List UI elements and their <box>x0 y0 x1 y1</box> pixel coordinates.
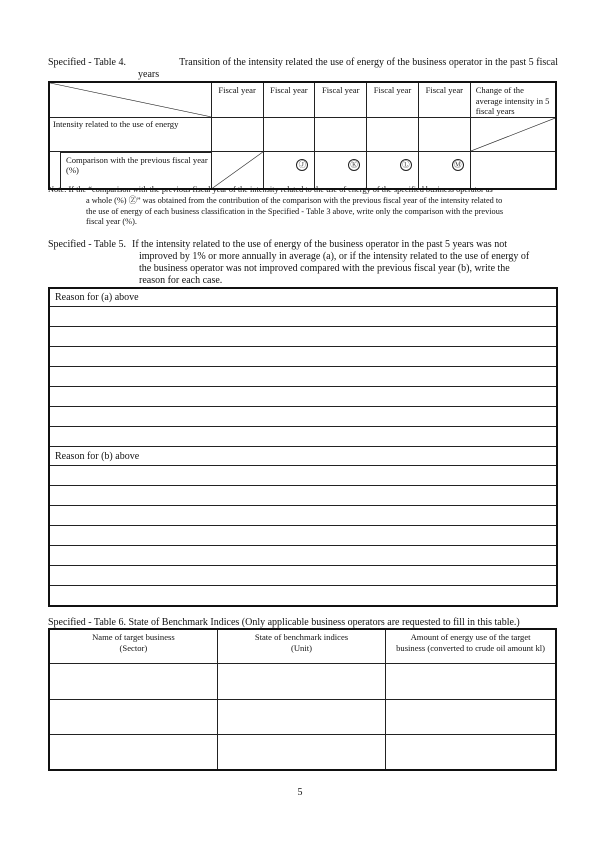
reason-a-line[interactable] <box>50 387 556 407</box>
benchmark-header-sector-line1: Name of target business <box>92 632 175 642</box>
page-number: 5 <box>297 787 303 798</box>
table4 <box>48 81 557 190</box>
benchmark-header-sector <box>49 629 217 663</box>
benchmark-header-state-line1: State of benchmark indices <box>254 632 349 642</box>
intensity-cell-4[interactable] <box>367 117 419 151</box>
comparison-cell-5[interactable] <box>418 151 470 189</box>
comparison-cell-2[interactable] <box>263 151 315 189</box>
benchmark-cell[interactable] <box>386 699 556 734</box>
reason-b-line[interactable] <box>50 526 556 546</box>
benchmark-cell[interactable] <box>49 663 217 699</box>
intensity-cell-3[interactable] <box>315 117 367 151</box>
table5-title-line2: improved by 1% or more annually in average (a), or if the intensity related to the use of energy of <box>139 251 530 262</box>
reason-a-label: Reason for (a) above <box>50 289 556 307</box>
reason-b-line[interactable] <box>50 586 556 604</box>
comparison-cell-4[interactable] <box>367 151 419 189</box>
reason-a-line[interactable] <box>50 367 556 387</box>
comparison-row-label-cell <box>49 151 211 189</box>
table5-title <box>48 239 558 287</box>
reason-a-line[interactable] <box>50 407 556 427</box>
reason-a-line[interactable] <box>50 427 556 447</box>
table6-title: Specified - Table 6. State of Benchmark Indices (Only applicable business operators are requested to fill in this table.) <box>48 617 520 628</box>
reason-b-line[interactable] <box>50 486 556 506</box>
table4-note-line1: Note: If the “comparison with the previous fiscal year of the intensity related to the use of energy of the specified business operator as <box>48 185 493 194</box>
marker-l-icon: Ⓛ <box>400 159 412 171</box>
table5-box <box>48 287 558 607</box>
table4-title <box>48 57 558 81</box>
table4-note-line2: a whole (%) Ⓩ” was obtained from the contribution of the comparison with the previous fiscal year of the intensity related to <box>86 195 503 205</box>
table5-title-line3: the business operator was not improved compared with the previous fiscal year (b), write the <box>139 263 510 274</box>
comparison-cell-3[interactable] <box>315 151 367 189</box>
reason-b-line[interactable] <box>50 546 556 566</box>
benchmark-cell[interactable] <box>49 699 217 734</box>
fiscal-year-header-4: Fiscal year <box>367 82 419 117</box>
reason-b-label: Reason for (b) above <box>50 447 556 466</box>
benchmark-cell[interactable] <box>386 734 556 770</box>
benchmark-cell[interactable] <box>386 663 556 699</box>
benchmark-header-state-line2: (Unit) <box>290 642 312 653</box>
fiscal-year-header-5: Fiscal year <box>418 82 470 117</box>
change-average-cell <box>470 117 556 151</box>
comparison-cell-1 <box>211 151 263 189</box>
comparison-row-label: Comparison with the previous fiscal year (%) <box>60 152 212 190</box>
intensity-row-label: Intensity related to the use of energy <box>49 117 211 151</box>
table4-note <box>48 185 558 228</box>
marker-m-icon: Ⓜ <box>452 159 464 171</box>
benchmark-header-sector-line2: (Sector) <box>119 642 148 653</box>
fiscal-year-header-3: Fiscal year <box>315 82 367 117</box>
reason-b-line[interactable] <box>50 466 556 486</box>
change-average-header: Change of the average intensity in 5 fiscal years <box>470 82 556 117</box>
marker-j-icon: Ⓙ <box>296 159 308 171</box>
table5-title-line4: reason for each case. <box>139 275 223 286</box>
benchmark-cell[interactable] <box>49 734 217 770</box>
table4-title-line2: years <box>138 69 160 80</box>
benchmark-header-amount <box>386 629 556 663</box>
table4-note-line4: fiscal year (%). <box>86 217 137 227</box>
fiscal-year-header-2: Fiscal year <box>263 82 315 117</box>
benchmark-header-amount-line1: Amount of energy use of the target <box>410 632 531 642</box>
benchmark-cell[interactable] <box>217 699 385 734</box>
table5-title-prefix: Specified - Table 5. <box>48 239 126 250</box>
benchmark-cell[interactable] <box>217 663 385 699</box>
table5-title-line1: If the intensity related to the use of energy of the business operator in the past 5 years was not <box>131 239 507 250</box>
intensity-cell-1[interactable] <box>211 117 263 151</box>
reason-a-line[interactable] <box>50 347 556 367</box>
table4-note-line3: the use of energy of each business classification in the Specified - Table 3 above, write only the comparison with the previous <box>86 206 504 216</box>
reason-a-line[interactable] <box>50 307 556 327</box>
table4-title-line1: Transition of the intensity related the use of energy of the business operator in the past 5 fiscal <box>179 57 558 68</box>
intensity-cell-2[interactable] <box>263 117 315 151</box>
reason-a-line[interactable] <box>50 327 556 347</box>
fiscal-year-header-1: Fiscal year <box>211 82 263 117</box>
comparison-change-cell[interactable] <box>470 151 556 189</box>
benchmark-header-state <box>217 629 385 663</box>
table6 <box>48 628 557 771</box>
table4-title-prefix: Specified - Table 4. <box>48 57 126 68</box>
reason-b-line[interactable] <box>50 506 556 526</box>
benchmark-cell[interactable] <box>217 734 385 770</box>
intensity-cell-5[interactable] <box>418 117 470 151</box>
marker-k-icon: Ⓚ <box>348 159 360 171</box>
table4-corner-cell <box>49 82 211 117</box>
benchmark-header-amount-line2: business (converted to crude oil amount kl) <box>396 642 546 653</box>
reason-b-line[interactable] <box>50 566 556 586</box>
